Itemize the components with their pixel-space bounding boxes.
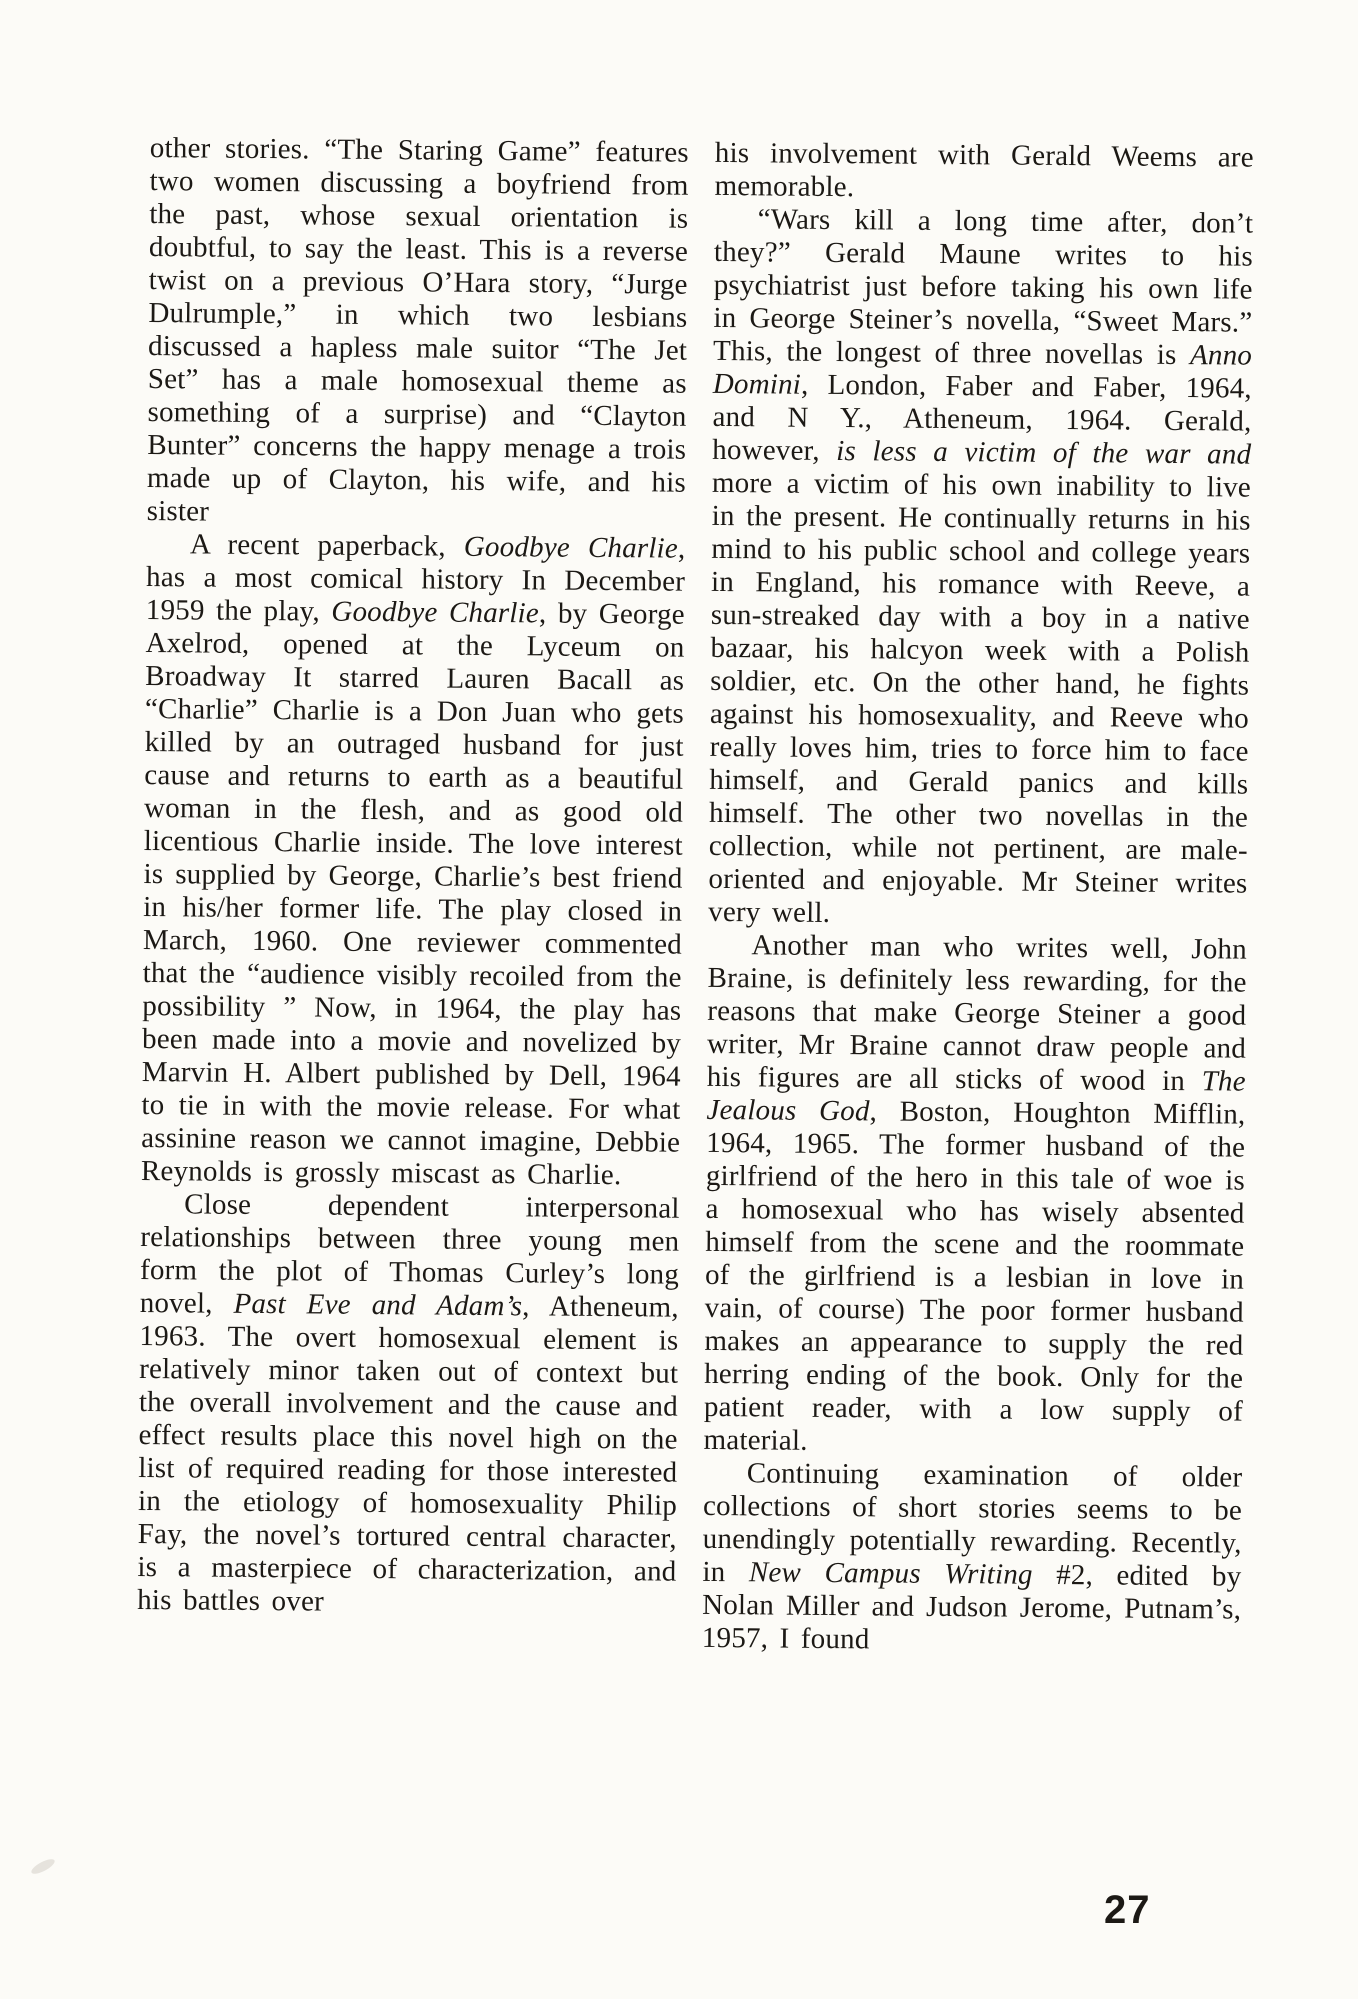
text-run: , Atheneum, 1963. The overt homosexual element is relatively minor taken out of context but the overall involvement and the cause and effect results place this novel high on the list of required reading for those interested in the etiology of homosexuality Philip Fay, the novel’s tortured central character, is a masterpiece of characterization, and his battles over: [137, 1290, 679, 1618]
paragraph: [714, 137, 1254, 208]
text-run: A recent paperback,: [189, 528, 464, 563]
text-run: other stories. “The Staring Game” features two women discussing a boyfriend from the past, whose sexual orientation is doubtful, to say the least. This is a reverse twist on a previous O’Hara story, “Jurge Dulrumple,” in which two lesbians discussed a hapless male suitor “The Jet Set” has a male homosexual theme as something of a surprise) and “Clayton Bunter” concerns the happy menage a trois made up of Clayton, his wife, and his sister: [146, 132, 689, 528]
italic-text-run: New Campus Writing: [748, 1556, 1033, 1591]
text-run: Another man who writes well, John Braine, is definitely less rewarding, for the reasons that make George Steiner a good writer, Mr Braine cannot draw people and his figures are all sticks of wood in: [706, 929, 1248, 1098]
italic-text-run: is less a victim of the war and: [836, 435, 1252, 471]
italic-text-run: Goodbye Charlie: [331, 595, 540, 630]
italic-text-run: The Jealous God: [706, 1065, 1246, 1128]
italic-text-run: Anno Domini: [712, 339, 1253, 401]
column-right: [702, 137, 1254, 1660]
text-run: , by George Axelrod, opened at the Lyceum on Broadway It starred Lauren Bacall as “Charlie” Charlie is a Don Juan who gets killed by an outraged husband for just cause and returns to earth as a beautiful woman in the flesh, and as good old licentious Charlie inside. The love interest is supplied by George, Charlie’s best friend in his/her former life. The play closed in March, 1960. One reviewer commented that the “audience visibly recoiled from the possibility ” Now, in 1964, the play has been made into a movie and novelized by Marvin H. Albert published by Dell, 1964 to tie in with the movie release. For what assinine reason we cannot imagine, Debbie Reynolds is grossly miscast as Charlie.: [140, 597, 685, 1192]
text-run: , Boston, Houghton Mifflin, 1964, 1965. The former husband of the girlfriend of the hero in this tale of woe is a homosexual who has wisely absented himself from the scene and the roommate of the girlfriend is a lesbian in love in vain, of course) The poor former husband makes an appearance to supply the red herring ending of the book. Only for the patient reader, with a low supply of material.: [703, 1095, 1246, 1457]
text-run: his involvement with Gerald Weems are memorable.: [714, 136, 1254, 204]
text-run: “Wars kill a long time after, don’t they?” Gerald Maune writes to his psychiatrist just before taking his own life in George Steiner’s novella, “Sweet Mars.” This, the longest of three novellas is: [712, 203, 1254, 372]
paragraph: [702, 1457, 1243, 1660]
text-run: Close dependent interpersonal relationships between three young men form the plot of Thomas Curley’s long novel,: [139, 1188, 680, 1320]
paragraph: [708, 203, 1253, 934]
scan-smudge-artifact: [29, 1856, 56, 1876]
text-run: Continuing examination of older collections of short stories seems to be unendingly potentially rewarding. Recently, in: [702, 1457, 1243, 1589]
paragraph: [703, 929, 1247, 1462]
text-run: #2, edited by Nolan Miller and Judson Jerome, Putnam’s, 1957, I found: [701, 1558, 1242, 1656]
italic-text-run: Goodbye Charlie: [463, 530, 679, 565]
text-run: , has a most comical history In December 1959 the play,: [145, 532, 686, 628]
paragraph: [147, 132, 689, 533]
italic-text-run: Past Eve and Adam’s: [233, 1287, 523, 1323]
paragraph: [137, 1188, 680, 1622]
paragraph: [141, 528, 686, 1193]
text-run: , London, Faber and Faber, 1964, and N Y., Atheneum, 1964. Gerald, however,: [712, 368, 1252, 468]
column-left: [137, 132, 689, 1655]
page-number: 27: [1104, 1888, 1151, 1932]
text-run: more a victim of his own inability to live in the present. He continually returns in his mind to his public school and college years in England, his romance with Reeve, a sun-streaked day with a boy in a native bazaar, his halcyon week with a Polish soldier, etc. On the other hand, he fights against his homosexuality, and Reeve who really loves him, tries to force him to face himself, and Gerald panics and kills himself. The other two novellas in the collection, while not pertinent, are male-oriented and enjoyable. Mr Steiner writes very well.: [708, 466, 1252, 929]
two-column-text-block: [137, 132, 1254, 1660]
